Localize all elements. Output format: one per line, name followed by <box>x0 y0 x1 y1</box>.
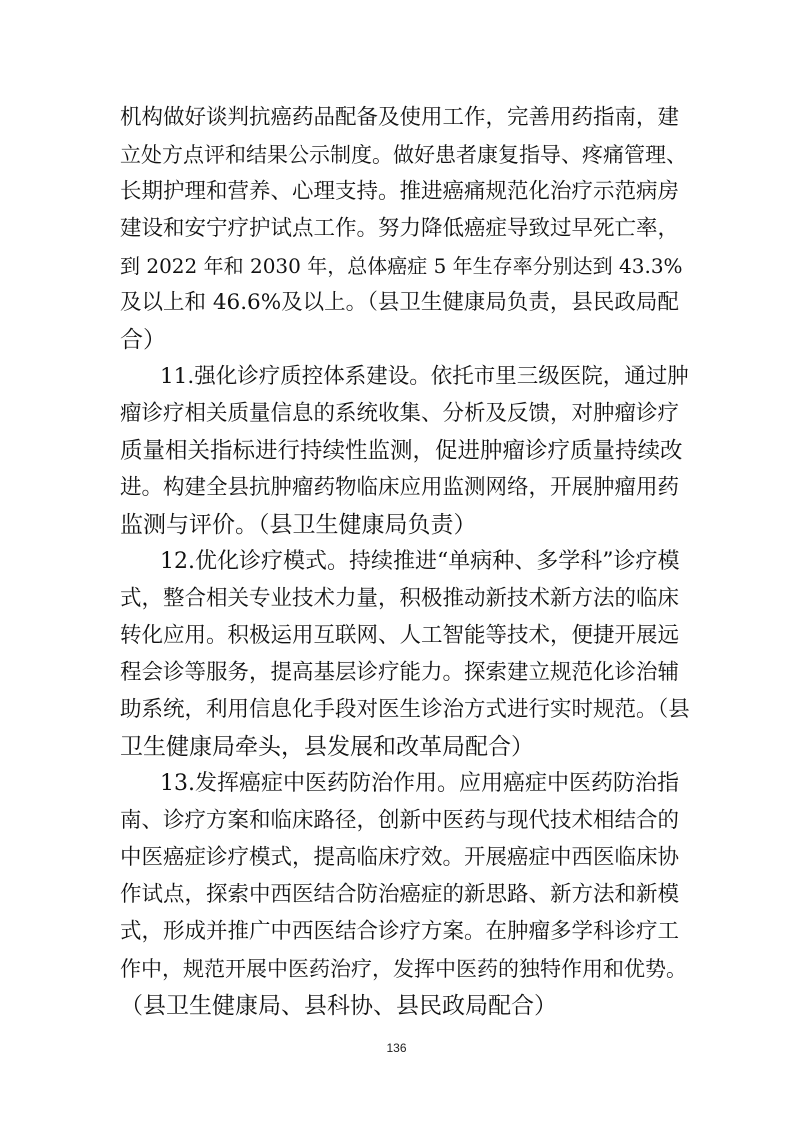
text-line: 助系统，利用信息化手段对医生诊治方式进行实时规范。（县 <box>120 697 690 722</box>
text-line: 长期护理和营养、心理支持。推进癌痛规范化治疗示范病房 <box>120 179 680 204</box>
text-line: 立处方点评和结果公示制度。做好患者康复指导、疼痛管理、 <box>120 143 687 167</box>
text-line: 13.发挥癌症中医药防治作用。应用癌症中医药防治指 <box>160 771 679 796</box>
text-line: 监测与评价。（县卫生健康局负责） <box>120 512 477 538</box>
text-line: 中医癌症诊疗模式，提高临床疗效。开展癌症中西医临床协 <box>120 845 680 870</box>
text-line: 12.优化诊疗模式。持续推进“单病种、多学科”诊疗模 <box>160 549 680 574</box>
text-line: 及以上和 46.6%及以上。（县卫生健康局负责，县民政局配 <box>120 290 679 315</box>
text-line: 进。构建全县抗肿瘤药物临床应用监测网络，开展肿瘤用药 <box>120 475 680 500</box>
text-line: 到 2022 年和 2030 年，总体癌症 5 年生存率分别达到 43.3% <box>120 254 683 278</box>
page-number: 136 <box>386 1041 407 1055</box>
text-line: 作试点，探索中西医结合防治癌症的新思路、新方法和新模 <box>120 882 680 907</box>
text-line: 机构做好谈判抗癌药品配备及使用工作，完善用药指南，建 <box>120 105 680 130</box>
text-line: 转化应用。积极运用互联网、人工智能等技术，便捷开展远 <box>120 623 680 648</box>
text-line: 式，整合相关专业技术力量，积极推动新技术新方法的临床 <box>120 586 680 611</box>
text-line: 南、诊疗方案和临床路径，创新中医药与现代技术相结合的 <box>120 808 680 833</box>
text-line: 式，形成并推广中西医结合诊疗方案。在肿瘤多学科诊疗工 <box>120 919 680 944</box>
text-line: （县卫生健康局、县科协、县民政局配合） <box>120 993 557 1019</box>
text-line: 合） <box>120 327 166 353</box>
text-line: 质量相关指标进行持续性监测，促进肿瘤诊疗质量持续改 <box>120 438 683 464</box>
text-line: 程会诊等服务，提高基层诊疗能力。探索建立规范化诊治辅 <box>120 660 680 685</box>
text-line: 瘤诊疗相关质量信息的系统收集、分析及反馈，对肿瘤诊疗 <box>120 401 680 426</box>
text-line: 卫生健康局牵头，县发展和改革局配合） <box>120 734 534 760</box>
text-line: 11.强化诊疗质控体系建设。依托市里三级医院，通过肿 <box>160 364 689 389</box>
text-line: 作中，规范开展中医药治疗，发挥中医药的独特作用和优势。 <box>120 957 687 981</box>
text-line: 建设和安宁疗护试点工作。努力降低癌症导致过早死亡率， <box>120 216 680 241</box>
